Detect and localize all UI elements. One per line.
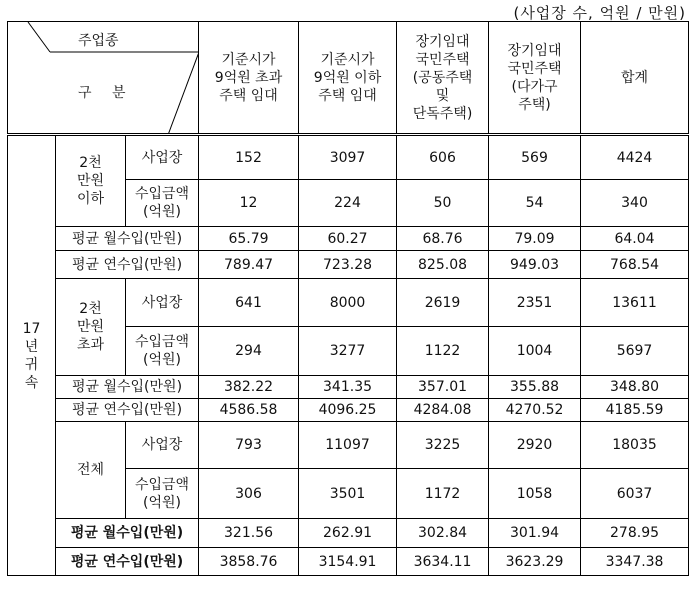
cell-value: 64.04: [581, 227, 689, 251]
cell-value: 3225: [397, 422, 489, 469]
cell-value: 5697: [581, 327, 689, 376]
cell-value: 6037: [581, 469, 689, 519]
cell-value: 1172: [397, 469, 489, 519]
cell-value: 2351: [489, 279, 581, 327]
group-label-2: 2천 만원 초과: [56, 279, 126, 376]
cell-value: 65.79: [199, 227, 299, 251]
cell-value: 294: [199, 327, 299, 376]
avg-yearly-label: 평균 연수입(만원): [56, 548, 199, 576]
row-label: 사업장: [126, 422, 199, 469]
cell-value: 1058: [489, 469, 581, 519]
cell-value: 68.76: [397, 227, 489, 251]
cell-value: 825.08: [397, 251, 489, 279]
cell-value: 50: [397, 180, 489, 227]
cell-value: 1122: [397, 327, 489, 376]
cell-value: 355.88: [489, 376, 581, 399]
cell-value: 4096.25: [299, 399, 397, 422]
avg-monthly-label: 평균 월수입(만원): [56, 376, 199, 399]
table-row: [8, 279, 689, 327]
table-row: [8, 251, 689, 279]
row-label: 수입금액 (억원): [126, 327, 199, 376]
cell-value: 321.56: [199, 519, 299, 548]
col-header-4: 장기임대 국민주택 (다가구 주택): [489, 22, 581, 135]
col-header-2: 기준시가 9억원 이하 주택 임대: [299, 22, 397, 135]
cell-value: 2920: [489, 422, 581, 469]
cell-value: 348.80: [581, 376, 689, 399]
avg-yearly-label: 평균 연수입(만원): [56, 399, 199, 422]
cell-value: 2619: [397, 279, 489, 327]
cell-value: 357.01: [397, 376, 489, 399]
group-label-1: 2천 만원 이하: [56, 135, 126, 227]
avg-monthly-label: 평균 월수입(만원): [56, 519, 199, 548]
row-label: 수입금액 (억원): [126, 469, 199, 519]
cell-value: 4284.08: [397, 399, 489, 422]
cell-value: 3858.76: [199, 548, 299, 576]
cell-value: 3154.91: [299, 548, 397, 576]
corner-label-category: 구 분: [78, 85, 126, 101]
avg-monthly-label: 평균 월수입(만원): [56, 227, 199, 251]
table-row: [8, 399, 689, 422]
cell-value: 768.54: [581, 251, 689, 279]
cell-value: 3097: [299, 135, 397, 180]
cell-value: 3277: [299, 327, 397, 376]
cell-value: 382.22: [199, 376, 299, 399]
cell-value: 278.95: [581, 519, 689, 548]
cell-value: 79.09: [489, 227, 581, 251]
cell-value: 3623.29: [489, 548, 581, 576]
col-header-1: 기준시가 9억원 초과 주택 임대: [199, 22, 299, 135]
header-row: [8, 22, 689, 135]
row-label: 사업장: [126, 279, 199, 327]
cell-value: 340: [581, 180, 689, 227]
col-header-3: 장기임대 국민주택 (공동주택 및 단독주택): [397, 22, 489, 135]
cell-value: 18035: [581, 422, 689, 469]
header-corner-cell: [8, 22, 199, 135]
row-label: 사업장: [126, 135, 199, 180]
table-row: [8, 135, 689, 180]
cell-value: 641: [199, 279, 299, 327]
cell-value: 12: [199, 180, 299, 227]
cell-value: 60.27: [299, 227, 397, 251]
cell-value: 606: [397, 135, 489, 180]
cell-value: 4586.58: [199, 399, 299, 422]
table-row: [8, 548, 689, 576]
cell-value: 306: [199, 469, 299, 519]
cell-value: 301.94: [489, 519, 581, 548]
cell-value: 54: [489, 180, 581, 227]
cell-value: 11097: [299, 422, 397, 469]
table-row: [8, 227, 689, 251]
cell-value: 723.28: [299, 251, 397, 279]
group-label-3: 전체: [56, 422, 126, 519]
cell-value: 4424: [581, 135, 689, 180]
avg-yearly-label: 평균 연수입(만원): [56, 251, 199, 279]
cell-value: 13611: [581, 279, 689, 327]
cell-value: 1004: [489, 327, 581, 376]
year-label: 17 년 귀 속: [8, 135, 56, 576]
unit-note: (사업장 수, 억원 / 만원): [513, 4, 686, 22]
cell-value: 4185.59: [581, 399, 689, 422]
table-row: [8, 422, 689, 469]
col-header-5: 합계: [581, 22, 689, 135]
table-row: [8, 376, 689, 399]
table-row: [8, 519, 689, 548]
income-table: [7, 21, 689, 576]
cell-value: 569: [489, 135, 581, 180]
cell-value: 8000: [299, 279, 397, 327]
cell-value: 3634.11: [397, 548, 489, 576]
cell-value: 3347.38: [581, 548, 689, 576]
cell-value: 4270.52: [489, 399, 581, 422]
corner-label-industry: 주업종: [78, 33, 119, 49]
cell-value: 949.03: [489, 251, 581, 279]
cell-value: 152: [199, 135, 299, 180]
row-label: 수입금액 (억원): [126, 180, 199, 227]
cell-value: 341.35: [299, 376, 397, 399]
cell-value: 3501: [299, 469, 397, 519]
cell-value: 302.84: [397, 519, 489, 548]
cell-value: 262.91: [299, 519, 397, 548]
cell-value: 793: [199, 422, 299, 469]
cell-value: 789.47: [199, 251, 299, 279]
cell-value: 224: [299, 180, 397, 227]
